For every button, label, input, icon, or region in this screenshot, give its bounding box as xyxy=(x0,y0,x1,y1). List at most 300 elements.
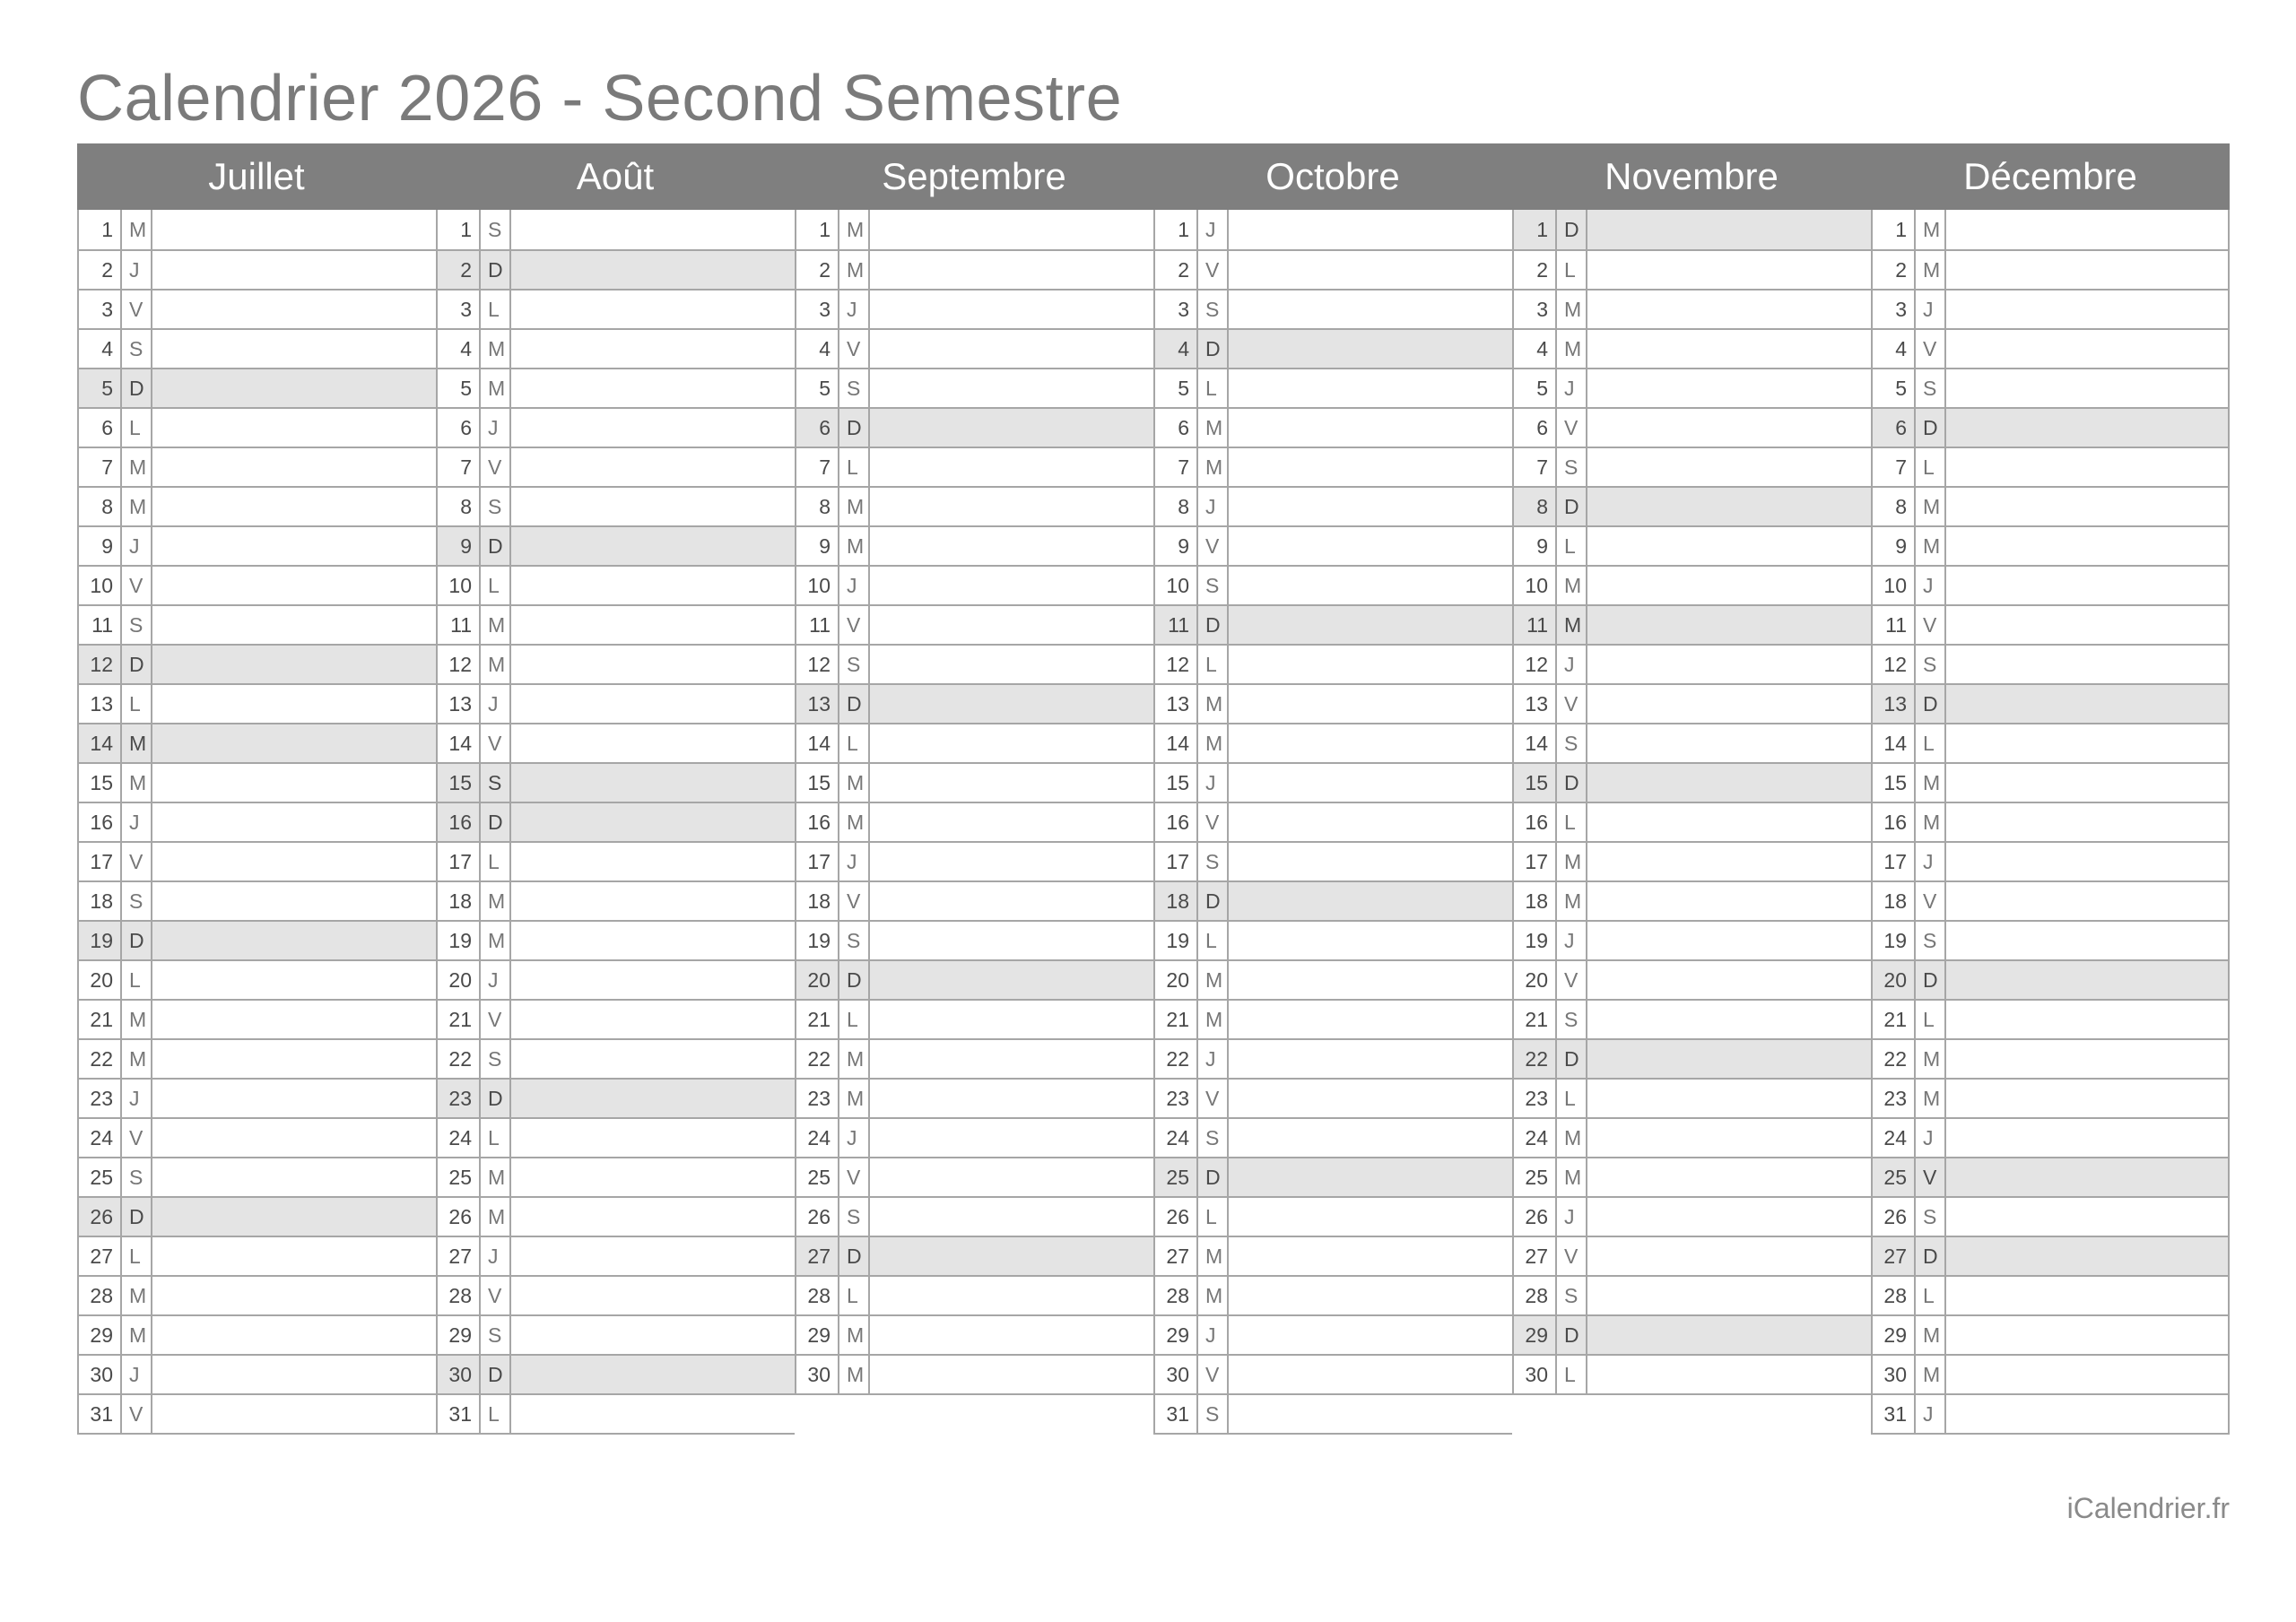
day-notes-cell xyxy=(511,1237,795,1275)
day-of-week: M xyxy=(839,1356,870,1393)
day-row xyxy=(79,843,436,882)
day-number: 21 xyxy=(438,1001,481,1038)
day-of-week: V xyxy=(839,1158,870,1196)
day-of-week: M xyxy=(839,251,870,289)
day-notes-cell xyxy=(1946,685,2228,723)
day-notes-cell xyxy=(1946,1040,2228,1078)
day-of-week: J xyxy=(1557,1198,1587,1236)
day-row xyxy=(79,922,436,961)
day-notes-cell xyxy=(1229,1395,1512,1433)
day-number: 29 xyxy=(796,1316,839,1354)
day-number: 20 xyxy=(1514,961,1557,999)
day-notes-cell xyxy=(511,961,795,999)
day-number: 3 xyxy=(1514,291,1557,328)
day-number: 1 xyxy=(1873,210,1916,249)
day-notes-cell xyxy=(870,488,1153,525)
day-number: 2 xyxy=(1873,251,1916,289)
day-notes-cell xyxy=(1587,606,1871,644)
day-of-week: L xyxy=(1198,369,1229,407)
day-row xyxy=(438,1080,795,1119)
day-of-week: J xyxy=(1557,922,1587,959)
day-notes-cell xyxy=(1587,527,1871,565)
day-number: 22 xyxy=(79,1040,122,1078)
day-row xyxy=(796,882,1153,922)
day-of-week: S xyxy=(122,1158,152,1196)
day-notes-cell xyxy=(870,369,1153,407)
day-notes-cell xyxy=(1946,803,2228,841)
day-of-week: M xyxy=(481,922,511,959)
day-row xyxy=(438,210,795,251)
day-of-week: M xyxy=(1557,843,1587,880)
day-number: 28 xyxy=(79,1277,122,1314)
day-notes-cell xyxy=(1587,409,1871,447)
day-number: 22 xyxy=(1873,1040,1916,1078)
day-row xyxy=(1514,843,1871,882)
day-notes-cell xyxy=(511,882,795,920)
day-number: 25 xyxy=(1873,1158,1916,1196)
day-of-week: M xyxy=(481,646,511,683)
day-row xyxy=(1514,567,1871,606)
day-of-week: M xyxy=(1198,448,1229,486)
day-of-week: M xyxy=(122,1001,152,1038)
day-notes-cell xyxy=(1946,291,2228,328)
day-of-week: J xyxy=(839,843,870,880)
day-of-week: S xyxy=(1557,448,1587,486)
day-row xyxy=(796,1356,1153,1395)
day-notes-cell xyxy=(1587,369,1871,407)
day-number: 28 xyxy=(438,1277,481,1314)
day-number: 4 xyxy=(1873,330,1916,368)
day-number: 30 xyxy=(79,1356,122,1393)
day-row xyxy=(1873,369,2228,409)
day-notes-cell xyxy=(1229,724,1512,762)
day-of-week: L xyxy=(481,1395,511,1433)
day-row xyxy=(79,448,436,488)
day-number: 16 xyxy=(1514,803,1557,841)
day-of-week: M xyxy=(122,1316,152,1354)
day-row xyxy=(438,527,795,567)
day-notes-cell xyxy=(152,291,436,328)
day-of-week: L xyxy=(839,1001,870,1038)
day-notes-cell xyxy=(1587,1080,1871,1117)
day-row xyxy=(79,1198,436,1237)
day-of-week: D xyxy=(1198,882,1229,920)
day-of-week: V xyxy=(1198,803,1229,841)
day-of-week: M xyxy=(839,764,870,802)
day-of-week: S xyxy=(1198,567,1229,604)
day-of-week: L xyxy=(122,409,152,447)
day-row xyxy=(79,210,436,251)
day-row xyxy=(1155,803,1512,843)
day-notes-cell xyxy=(1946,1395,2228,1433)
day-row xyxy=(79,803,436,843)
day-notes-cell xyxy=(1587,803,1871,841)
day-of-week: M xyxy=(839,488,870,525)
day-notes-cell xyxy=(152,724,436,762)
day-notes-cell xyxy=(511,922,795,959)
day-number: 13 xyxy=(1514,685,1557,723)
day-of-week: D xyxy=(122,922,152,959)
day-row xyxy=(796,1237,1153,1277)
day-row xyxy=(1155,1237,1512,1277)
day-notes-cell xyxy=(870,882,1153,920)
day-notes-cell xyxy=(152,764,436,802)
day-notes-cell xyxy=(1946,448,2228,486)
day-row xyxy=(1514,685,1871,724)
day-number: 14 xyxy=(438,724,481,762)
day-of-week: S xyxy=(481,1316,511,1354)
day-row xyxy=(438,646,795,685)
day-row xyxy=(1514,291,1871,330)
day-notes-cell xyxy=(1229,527,1512,565)
day-row xyxy=(79,1316,436,1356)
day-notes-cell xyxy=(1229,685,1512,723)
day-number: 31 xyxy=(1873,1395,1916,1433)
day-number: 20 xyxy=(79,961,122,999)
day-row xyxy=(1514,1001,1871,1040)
day-notes-cell xyxy=(870,1198,1153,1236)
day-of-week: M xyxy=(1557,606,1587,644)
day-of-week: L xyxy=(481,291,511,328)
day-number: 18 xyxy=(1514,882,1557,920)
day-notes-cell xyxy=(870,409,1153,447)
day-row xyxy=(79,1158,436,1198)
day-number: 19 xyxy=(1155,922,1198,959)
day-notes-cell xyxy=(870,1080,1153,1117)
day-of-week: S xyxy=(839,646,870,683)
day-number: 26 xyxy=(1155,1198,1198,1236)
day-number: 18 xyxy=(438,882,481,920)
day-row xyxy=(1514,606,1871,646)
day-of-week: L xyxy=(1916,448,1946,486)
day-notes-cell xyxy=(1229,567,1512,604)
day-of-week: L xyxy=(122,685,152,723)
day-row xyxy=(796,409,1153,448)
day-row xyxy=(796,369,1153,409)
day-row xyxy=(438,1237,795,1277)
day-notes-cell xyxy=(1946,488,2228,525)
day-number: 4 xyxy=(1514,330,1557,368)
day-row xyxy=(796,1198,1153,1237)
day-number: 21 xyxy=(796,1001,839,1038)
day-of-week: D xyxy=(481,1080,511,1117)
day-of-week: V xyxy=(481,448,511,486)
day-row xyxy=(796,1080,1153,1119)
day-of-week: V xyxy=(839,606,870,644)
day-row xyxy=(1873,606,2228,646)
day-number: 27 xyxy=(1873,1237,1916,1275)
day-number: 9 xyxy=(438,527,481,565)
day-number: 13 xyxy=(1155,685,1198,723)
day-notes-cell xyxy=(1587,291,1871,328)
day-number: 10 xyxy=(1155,567,1198,604)
day-row xyxy=(1514,724,1871,764)
day-row xyxy=(1514,210,1871,251)
month-header: Décembre xyxy=(1871,143,2230,210)
day-of-week: J xyxy=(1198,1316,1229,1354)
day-of-week: S xyxy=(839,1198,870,1236)
day-number: 19 xyxy=(796,922,839,959)
day-notes-cell xyxy=(511,488,795,525)
day-row xyxy=(79,409,436,448)
day-number: 18 xyxy=(1873,882,1916,920)
day-row xyxy=(438,803,795,843)
day-of-week: J xyxy=(122,251,152,289)
day-number: 30 xyxy=(1873,1356,1916,1393)
day-notes-cell xyxy=(1229,409,1512,447)
day-number: 27 xyxy=(1514,1237,1557,1275)
day-number: 23 xyxy=(1873,1080,1916,1117)
day-number: 25 xyxy=(438,1158,481,1196)
day-of-week: M xyxy=(481,1198,511,1236)
day-number: 4 xyxy=(79,330,122,368)
day-of-week: M xyxy=(1916,251,1946,289)
day-of-week: S xyxy=(1557,1001,1587,1038)
day-of-week: L xyxy=(1198,1198,1229,1236)
day-number: 24 xyxy=(1155,1119,1198,1157)
day-number: 29 xyxy=(438,1316,481,1354)
day-of-week: M xyxy=(1198,1237,1229,1275)
day-number: 18 xyxy=(1155,882,1198,920)
day-number: 11 xyxy=(1155,606,1198,644)
day-number: 28 xyxy=(1155,1277,1198,1314)
day-number: 4 xyxy=(438,330,481,368)
day-row xyxy=(1873,1277,2228,1316)
day-number: 16 xyxy=(796,803,839,841)
day-row xyxy=(796,685,1153,724)
day-row xyxy=(438,685,795,724)
day-notes-cell xyxy=(152,1395,436,1433)
day-number: 14 xyxy=(1514,724,1557,762)
day-notes-cell xyxy=(1946,724,2228,762)
day-of-week: S xyxy=(122,330,152,368)
day-notes-cell xyxy=(1587,1356,1871,1393)
day-of-week: D xyxy=(1916,961,1946,999)
day-of-week: J xyxy=(122,1080,152,1117)
day-of-week: J xyxy=(1198,764,1229,802)
day-notes-cell xyxy=(1229,488,1512,525)
day-notes-cell xyxy=(1946,646,2228,683)
day-row xyxy=(1155,488,1512,527)
day-row xyxy=(1155,724,1512,764)
day-row xyxy=(1514,369,1871,409)
day-number: 8 xyxy=(1514,488,1557,525)
day-number: 15 xyxy=(1873,764,1916,802)
day-of-week: J xyxy=(1916,567,1946,604)
day-row xyxy=(796,922,1153,961)
day-notes-cell xyxy=(511,330,795,368)
day-row xyxy=(796,843,1153,882)
day-notes-cell xyxy=(1946,961,2228,999)
day-of-week: V xyxy=(839,882,870,920)
page-title: Calendrier 2026 - Second Semestre xyxy=(77,63,1123,134)
day-of-week: M xyxy=(839,210,870,249)
day-of-week: V xyxy=(122,1119,152,1157)
day-number: 20 xyxy=(438,961,481,999)
day-number: 7 xyxy=(79,448,122,486)
day-of-week: V xyxy=(481,1277,511,1314)
day-notes-cell xyxy=(870,843,1153,880)
day-number: 16 xyxy=(1155,803,1198,841)
day-notes-cell xyxy=(1946,527,2228,565)
day-number: 26 xyxy=(79,1198,122,1236)
day-notes-cell xyxy=(1229,764,1512,802)
day-of-week: S xyxy=(1557,724,1587,762)
day-row xyxy=(1873,488,2228,527)
day-of-week: M xyxy=(1557,1119,1587,1157)
day-notes-cell xyxy=(870,527,1153,565)
day-row xyxy=(438,724,795,764)
day-number: 10 xyxy=(438,567,481,604)
day-row xyxy=(1155,685,1512,724)
day-of-week: L xyxy=(1916,1001,1946,1038)
day-of-week: M xyxy=(839,1316,870,1354)
day-number: 19 xyxy=(1873,922,1916,959)
day-row xyxy=(79,724,436,764)
day-of-week: L xyxy=(1557,1080,1587,1117)
day-notes-cell xyxy=(511,527,795,565)
day-number: 25 xyxy=(796,1158,839,1196)
day-number: 20 xyxy=(1873,961,1916,999)
day-row xyxy=(1155,882,1512,922)
day-number: 8 xyxy=(1873,488,1916,525)
day-notes-cell xyxy=(152,488,436,525)
day-row xyxy=(1155,1119,1512,1158)
day-number: 6 xyxy=(796,409,839,447)
day-of-week: J xyxy=(1916,1395,1946,1433)
day-notes-cell xyxy=(1946,1119,2228,1157)
day-notes-cell xyxy=(870,1001,1153,1038)
day-row xyxy=(1155,210,1512,251)
day-notes-cell xyxy=(1946,330,2228,368)
day-of-week: L xyxy=(1916,1277,1946,1314)
day-of-week: D xyxy=(481,1356,511,1393)
day-row xyxy=(1873,961,2228,1001)
day-notes-cell xyxy=(1587,1158,1871,1196)
day-of-week: J xyxy=(122,1356,152,1393)
day-row xyxy=(1873,1158,2228,1198)
day-of-week: V xyxy=(1916,1158,1946,1196)
month-column xyxy=(1512,143,1871,1435)
day-row xyxy=(1514,1356,1871,1395)
day-number: 30 xyxy=(1514,1356,1557,1393)
day-notes-cell xyxy=(1587,567,1871,604)
day-number: 30 xyxy=(1155,1356,1198,1393)
day-of-week: L xyxy=(481,1119,511,1157)
day-of-week: L xyxy=(481,843,511,880)
day-notes-cell xyxy=(511,843,795,880)
day-notes-cell xyxy=(152,646,436,683)
day-number: 24 xyxy=(438,1119,481,1157)
day-notes-cell xyxy=(1946,1277,2228,1314)
day-notes-cell xyxy=(152,210,436,249)
day-number: 2 xyxy=(438,251,481,289)
day-notes-cell xyxy=(1229,843,1512,880)
day-number: 24 xyxy=(1514,1119,1557,1157)
month-column xyxy=(1153,143,1512,1435)
day-number: 17 xyxy=(796,843,839,880)
day-row xyxy=(1514,251,1871,291)
day-notes-cell xyxy=(152,606,436,644)
day-row xyxy=(1514,764,1871,803)
day-notes-cell xyxy=(152,922,436,959)
day-notes-cell xyxy=(870,764,1153,802)
day-notes-cell xyxy=(1587,1277,1871,1314)
day-notes-cell xyxy=(1229,882,1512,920)
day-notes-cell xyxy=(152,409,436,447)
day-notes-cell xyxy=(1946,843,2228,880)
day-notes-cell xyxy=(1587,210,1871,249)
day-notes-cell xyxy=(152,567,436,604)
day-number: 27 xyxy=(796,1237,839,1275)
day-of-week: D xyxy=(1198,330,1229,368)
day-notes-cell xyxy=(1946,1158,2228,1196)
day-number: 6 xyxy=(438,409,481,447)
day-list xyxy=(77,210,436,1435)
day-row xyxy=(1873,1356,2228,1395)
day-row xyxy=(796,1277,1153,1316)
day-number: 3 xyxy=(438,291,481,328)
day-row xyxy=(1873,448,2228,488)
day-notes-cell xyxy=(870,1119,1153,1157)
day-number: 4 xyxy=(1155,330,1198,368)
day-of-week: L xyxy=(1557,803,1587,841)
day-notes-cell xyxy=(870,291,1153,328)
day-notes-cell xyxy=(1229,1119,1512,1157)
day-notes-cell xyxy=(1229,369,1512,407)
day-number: 28 xyxy=(1514,1277,1557,1314)
day-of-week: V xyxy=(839,330,870,368)
day-notes-cell xyxy=(511,803,795,841)
day-notes-cell xyxy=(1587,646,1871,683)
day-number: 15 xyxy=(79,764,122,802)
day-notes-cell xyxy=(1587,1001,1871,1038)
day-notes-cell xyxy=(1587,961,1871,999)
day-of-week: M xyxy=(1916,1356,1946,1393)
day-row xyxy=(438,1198,795,1237)
day-row xyxy=(1514,922,1871,961)
day-number: 7 xyxy=(1155,448,1198,486)
day-notes-cell xyxy=(870,210,1153,249)
day-row xyxy=(1514,803,1871,843)
day-number: 30 xyxy=(438,1356,481,1393)
day-row xyxy=(79,1119,436,1158)
day-row xyxy=(438,330,795,369)
day-notes-cell xyxy=(511,764,795,802)
day-of-week: M xyxy=(1916,210,1946,249)
day-of-week: M xyxy=(1557,291,1587,328)
day-number: 12 xyxy=(1155,646,1198,683)
day-row xyxy=(1873,1316,2228,1356)
day-number: 5 xyxy=(79,369,122,407)
day-notes-cell xyxy=(870,803,1153,841)
day-of-week: L xyxy=(839,448,870,486)
day-row xyxy=(1514,1040,1871,1080)
day-number: 11 xyxy=(1514,606,1557,644)
day-notes-cell xyxy=(1946,1001,2228,1038)
day-notes-cell xyxy=(1946,210,2228,249)
day-notes-cell xyxy=(1587,922,1871,959)
day-row xyxy=(438,1119,795,1158)
day-notes-cell xyxy=(511,1395,795,1433)
day-of-week: V xyxy=(122,1395,152,1433)
day-row xyxy=(1873,251,2228,291)
day-of-week: V xyxy=(1198,251,1229,289)
month-header: Juillet xyxy=(77,143,436,210)
day-notes-cell xyxy=(1229,646,1512,683)
day-number: 5 xyxy=(796,369,839,407)
day-number: 19 xyxy=(1514,922,1557,959)
